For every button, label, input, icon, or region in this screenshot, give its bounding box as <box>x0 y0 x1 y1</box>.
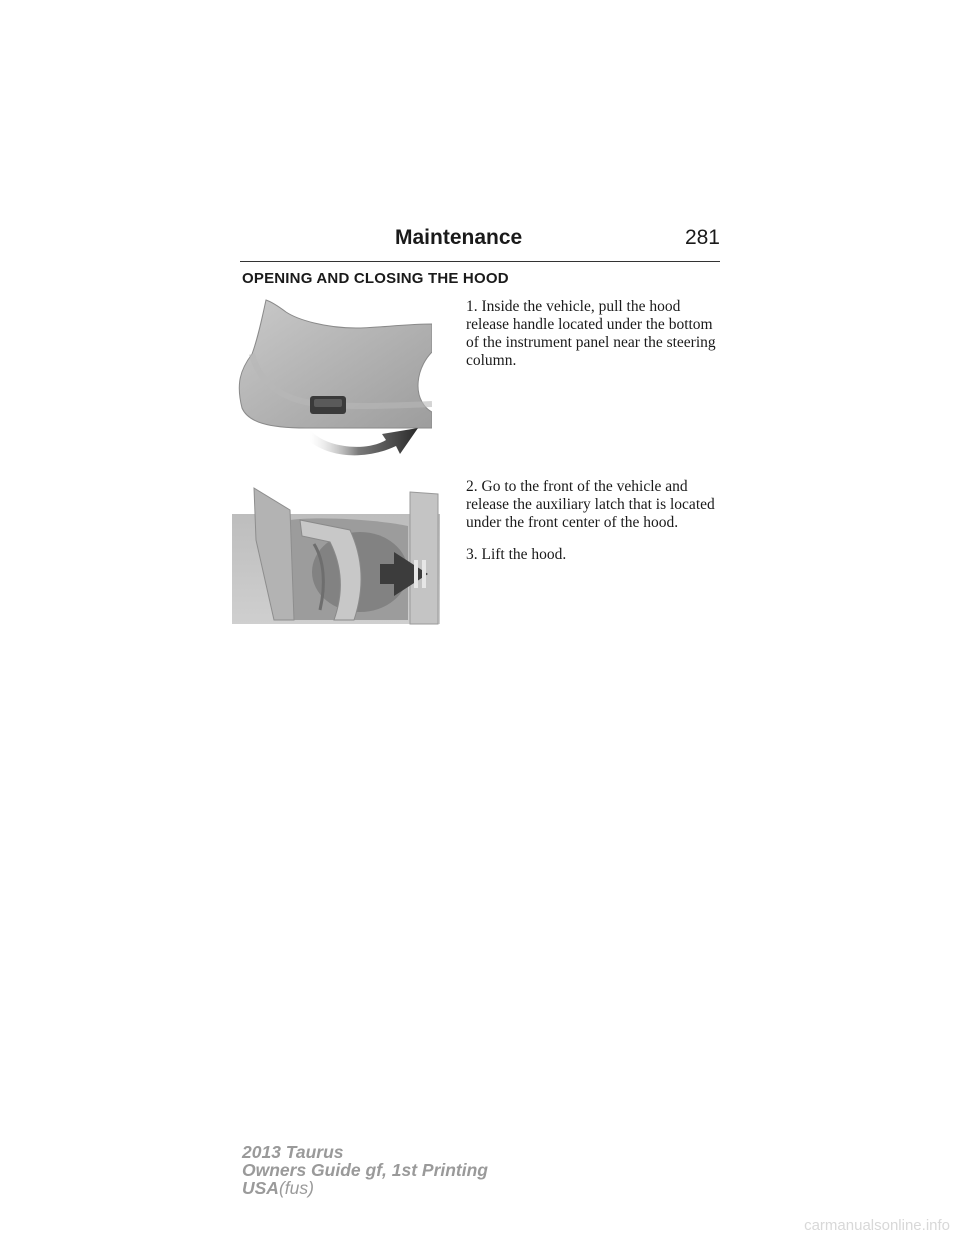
section-name: Maintenance <box>395 226 523 249</box>
section-title: OPENING AND CLOSING THE HOOD <box>242 270 509 287</box>
page-number: 281 <box>684 226 720 249</box>
page-header <box>240 226 720 260</box>
hood-release-handle-illustration <box>236 298 432 458</box>
step-3-text: 3. Lift the hood. <box>466 546 567 563</box>
page-footer <box>242 1143 488 1197</box>
footer-region-label: USA <box>242 1178 279 1198</box>
auxiliary-latch-illustration <box>230 480 442 628</box>
step-2-text: 2. Go to the front of the vehicle and release the auxiliary latch that is located under the front center of the hood. <box>466 478 715 531</box>
watermark: carmanualsonline.info <box>804 1217 950 1234</box>
footer-model: 2013 Taurus <box>242 1142 344 1162</box>
step-1-text: 1. Inside the vehicle, pull the hood release handle located under the bottom of the instrument panel near the steering column. <box>466 298 716 369</box>
footer-edition: Owners Guide gf, 1st Printing <box>242 1160 488 1180</box>
header-rule <box>240 261 720 262</box>
footer-region-code: (fus) <box>278 1178 314 1198</box>
footer-region <box>242 1179 488 1197</box>
